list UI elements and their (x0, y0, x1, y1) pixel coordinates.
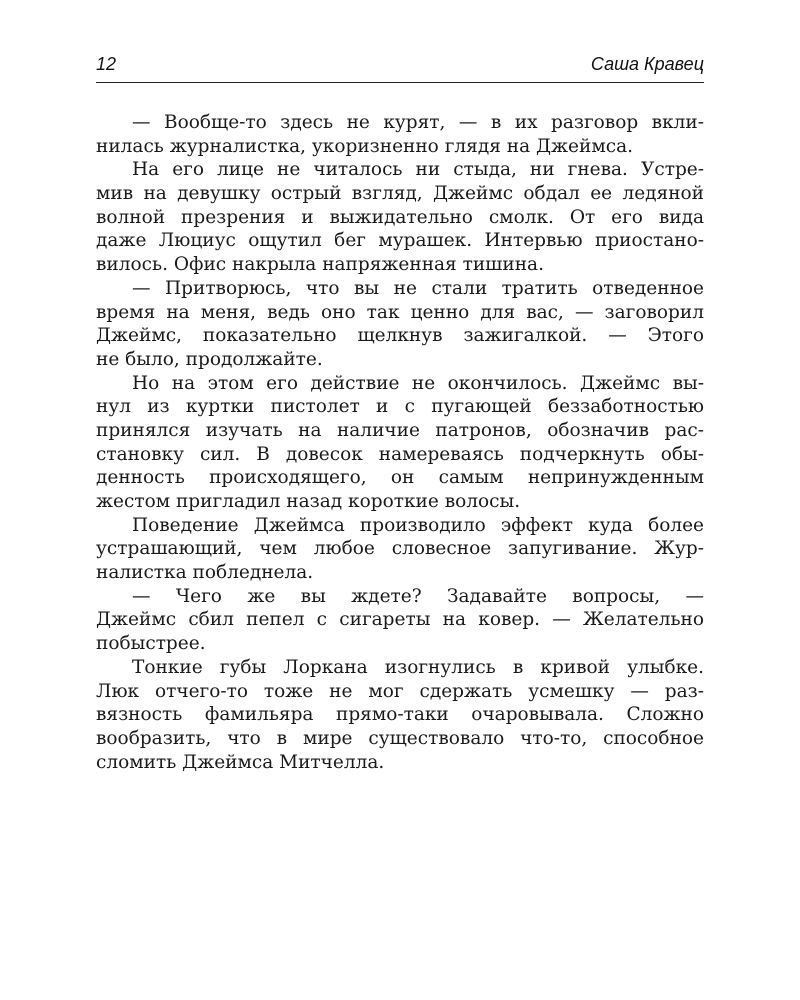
text-line: сломить Джеймса Митчелла. (96, 751, 385, 773)
text-line: денность происходящего, он самым непринужденным (96, 467, 704, 489)
body-text (96, 111, 704, 774)
author-name: Саша Кравец (590, 54, 704, 74)
text-line: Тонкие губы Лоркана изогнулись в кривой улыбке. (132, 656, 704, 678)
text-line: вилось. Офис накрыла напряженная тишина. (96, 254, 544, 276)
text-line: вообразить, что в мире существовало что-то, способное (96, 727, 704, 749)
running-header (96, 50, 704, 83)
text-line: мив на девушку острый взгляд, Джеймс обдал ее ледяной (96, 183, 704, 205)
text-line: На его лице не читалось ни стыда, ни гнева. Устре- (132, 159, 704, 181)
text-line: Люк отчего-то тоже не мог сдержать усмешку — раз- (96, 680, 704, 702)
text-line: побыстрее. (96, 633, 206, 655)
text-line: время на меня, ведь оно так ценно для вас, — заговорил (96, 301, 704, 323)
text-line: принялся изучать на наличие патронов, обозначив рас- (96, 419, 704, 441)
text-line: вязность фамильяра прямо-таки очаровывала. Сложно (96, 704, 704, 726)
text-line: Поведение Джеймса производило эффект куда более (132, 514, 704, 536)
text-line: становку сил. В довесок намереваясь подчеркнуть обы- (96, 443, 704, 465)
text-line: — Чего же вы ждете? Задавайте вопросы, — (132, 585, 704, 607)
text-line: устрашающий, чем любое словесное запугивание. Жур- (96, 538, 704, 560)
text-line: Джеймс, показательно щелкнув зажигалкой. — Этого (96, 325, 704, 347)
text-line: жестом пригладил назад короткие волосы. (96, 491, 521, 512)
text-line: Джеймс сбил пепел с сигареты на ковер. — Желательно (96, 609, 704, 631)
text-line: не было, продолжайте. (96, 348, 323, 370)
text-line: Но на этом его действие не окончилось. Джеймс вы- (132, 372, 704, 394)
text-line: волной презрения и выжидательно смолк. От его вида (96, 206, 704, 228)
text-line: даже Люциус ощутил бег мурашек. Интервью приостано- (96, 230, 704, 252)
text-line: — Притворюсь, что вы не стали тратить отведенное (132, 277, 704, 299)
text-line: налистка побледнела. (96, 562, 314, 584)
text-line: нилась журналистка, укоризненно глядя на Джеймса. (96, 135, 633, 157)
text-line: нул из куртки пистолет и с пугающей беззаботностью (96, 396, 704, 418)
text-line: — Вообще-то здесь не курят, — в их разговор вкли- (132, 112, 704, 133)
page-number: 12 (96, 54, 117, 74)
